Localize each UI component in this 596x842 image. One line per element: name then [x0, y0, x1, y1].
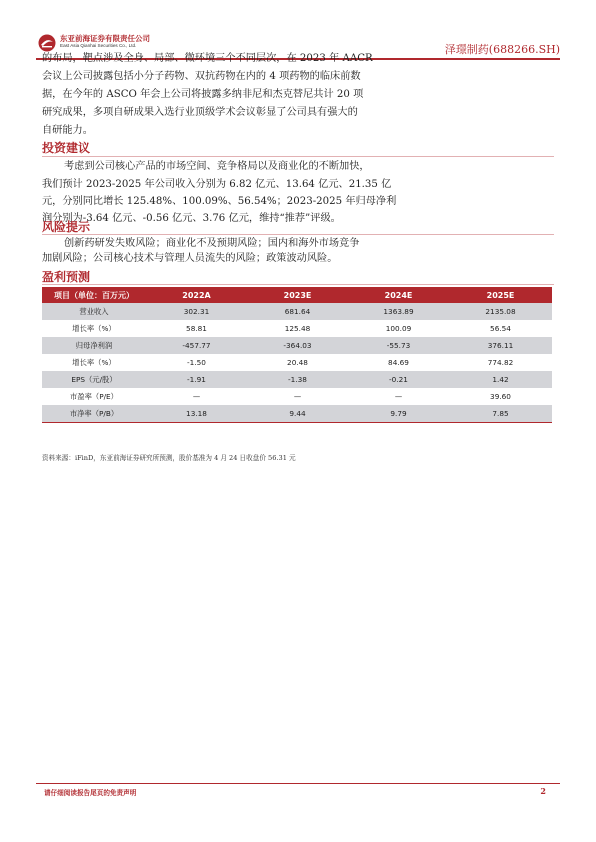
footer-divider [36, 783, 560, 784]
text-line: 的布局，靶点涉及全身、局部、微环境三个不同层次，在 2023 年 AACR [42, 53, 373, 64]
section-heading-investment: 投资建议 [42, 141, 91, 155]
table-cell: 13.18 [146, 405, 247, 423]
brand-name-en: East Asia Qianhai Securities Co., Ltd. [60, 43, 137, 48]
table-cell: -1.38 [247, 371, 348, 388]
row-label: 归母净利润 [42, 337, 146, 354]
row-label: 市净率（P/B） [42, 405, 146, 423]
table-cell: 9.79 [348, 405, 449, 423]
page-number: 2 [540, 786, 546, 796]
table-cell: 58.81 [186, 324, 207, 333]
table-cell: 376.11 [449, 337, 552, 354]
table-cell: 7.85 [449, 405, 552, 423]
table-cell: — [293, 392, 302, 401]
table-cell: 9.44 [247, 405, 348, 423]
table-cell: -1.50 [187, 358, 206, 367]
column-header: 2025E [449, 287, 552, 303]
table-cell: — [192, 392, 201, 401]
table-cell: 2135.08 [449, 303, 552, 320]
table-cell: -364.03 [247, 337, 348, 354]
row-label: 营业收入 [42, 303, 146, 320]
table-row [42, 303, 552, 320]
column-header: 2023E [247, 287, 348, 303]
table-cell: 681.64 [247, 303, 348, 320]
section-heading-forecast: 盈利预测 [42, 270, 91, 284]
table-source-note: 资料来源：iFinD，东亚前海证券研究所预测，股价基准为 4 月 24 日收盘价 56.31 元 [42, 454, 296, 462]
table-cell: 20.48 [287, 358, 308, 367]
text-line: 加剧风险；公司核心技术与管理人员流失的风险；政策波动风险。 [42, 253, 338, 264]
row-label: 市盈率（P/E） [70, 391, 118, 401]
column-header: 项目（单位：百万元） [42, 287, 146, 303]
section-divider [42, 284, 554, 285]
table-cell: 774.82 [487, 358, 514, 367]
table-cell: 84.69 [388, 358, 409, 367]
report-title: 泽璟制药(688266.SH) [444, 43, 560, 56]
table-cell: 125.48 [284, 324, 311, 333]
text-line: 自研能力。 [42, 125, 93, 136]
footer-disclaimer: 请仔细阅读报告尾页的免责声明 [44, 789, 137, 797]
table-cell: 56.54 [490, 324, 511, 333]
table-row [42, 337, 552, 354]
text-line: 研究成果，多项自研成果入选行业顶级学术会议彰显了公司具有强大的 [42, 107, 358, 118]
table-row [42, 371, 552, 388]
table-cell: -457.77 [146, 337, 247, 354]
text-line: 创新药研发失败风险；商业化不及预期风险；国内和海外市场竞争 [64, 238, 360, 249]
brand-name-cn: 东亚前海证券有限责任公司 [60, 34, 150, 43]
table-row [42, 320, 552, 337]
table-cell: 1.42 [449, 371, 552, 388]
section-divider [42, 156, 554, 157]
table-header-row [42, 287, 552, 303]
text-line: 据，在今年的 ASCO 年会上公司将披露多纳非尼和杰克替尼共计 20 项 [42, 89, 364, 100]
column-header: 2024E [348, 287, 449, 303]
text-line: 会议上公司披露包括小分子药物、双抗药物在内的 4 项药物的临床前数 [42, 71, 361, 82]
text-line: 考虑到公司核心产品的市场空间、竞争格局以及商业化的不断加快， [64, 161, 370, 172]
text-line: 元，分别同比增长 125.48%、100.09%、56.54%；2023-2025 年归母净利 [42, 196, 397, 207]
row-label: EPS（元/股） [42, 371, 146, 388]
table-cell: — [394, 392, 403, 401]
text-line: 润分别为-3.64 亿元、-0.56 亿元、3.76 亿元，维持“推荐”评级。 [42, 213, 341, 224]
table-cell: 39.60 [490, 392, 511, 401]
table-row [42, 354, 552, 371]
table-cell: -1.91 [146, 371, 247, 388]
row-label: 增长率（%） [72, 357, 116, 367]
row-label: 增长率（%） [72, 323, 116, 333]
table-row [42, 388, 552, 405]
text-line: 我们预计 2023-2025 年公司收入分别为 6.82 亿元、13.64 亿元、21.35 亿 [42, 179, 392, 190]
section-heading-risk: 风险提示 [42, 220, 91, 234]
earnings-forecast-table [42, 287, 552, 423]
table-cell: 302.31 [146, 303, 247, 320]
column-header: 2022A [146, 287, 247, 303]
table-cell: -0.21 [348, 371, 449, 388]
table-cell: 1363.89 [348, 303, 449, 320]
table-row [42, 405, 552, 423]
table-cell: 100.09 [385, 324, 412, 333]
table-cell: -55.73 [348, 337, 449, 354]
